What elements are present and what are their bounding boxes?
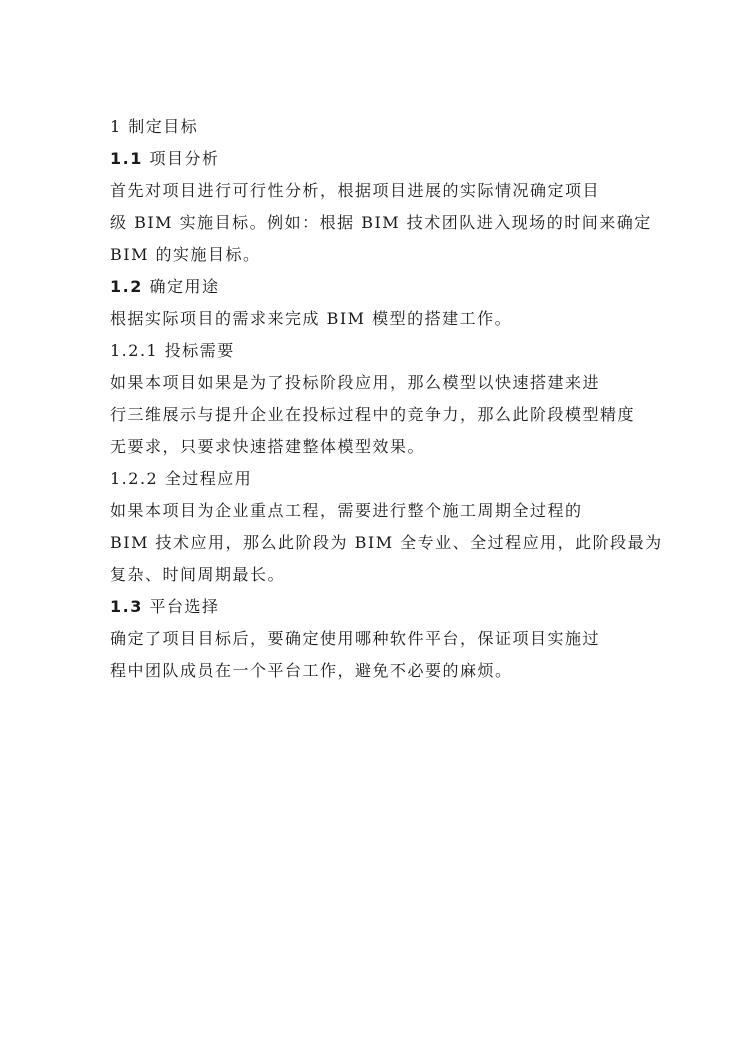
paragraph-line: 程中团队成员在一个平台工作，避免不必要的麻烦。 (110, 661, 513, 680)
subsection-heading-1-2-1: 1.2.1 投标需要 (110, 341, 235, 360)
document-title: 1 制定目标 (110, 117, 199, 136)
paragraph-line: 无要求，只要求快速搭建整体模型效果。 (110, 437, 426, 456)
section-number: 1.2 (110, 277, 143, 296)
paragraph-line: 确定了项目目标后，要确定使用哪种软件平台，保证项目实施过 (110, 629, 601, 648)
paragraph-line: 复杂、时间周期最长。 (110, 565, 286, 584)
section-heading-1-1 (110, 148, 219, 170)
section-heading-1-2 (110, 276, 219, 298)
paragraph-line: 级 BIM 实施目标。例如：根据 BIM 技术团队进入现场的时间来确定 (110, 213, 652, 232)
paragraph-line: BIM 的实施目标。 (110, 245, 261, 264)
paragraph-line: BIM 技术应用，那么此阶段为 BIM 全专业、全过程应用，此阶段最为 (110, 533, 663, 552)
section-number: 1.1 (110, 149, 143, 168)
paragraph-line: 行三维展示与提升企业在投标过程中的竞争力，那么此阶段模型精度 (110, 405, 636, 424)
section-number: 1.3 (110, 597, 143, 616)
section-heading-1-3 (110, 596, 219, 618)
paragraph-line: 如果本项目如果是为了投标阶段应用，那么模型以快速搭建来进 (110, 373, 601, 392)
section-heading-text: 平台选择 (149, 597, 220, 616)
paragraph-line: 如果本项目为企业重点工程，需要进行整个施工周期全过程的 (110, 501, 583, 520)
section-heading-text: 确定用途 (149, 277, 220, 296)
paragraph-line: 根据实际项目的需求来完成 BIM 模型的搭建工作。 (110, 309, 513, 328)
subsection-heading-1-2-2: 1.2.2 全过程应用 (110, 469, 253, 488)
section-heading-text: 项目分析 (149, 149, 220, 168)
paragraph-line: 首先对项目进行可行性分析，根据项目进展的实际情况确定项目 (110, 181, 601, 200)
